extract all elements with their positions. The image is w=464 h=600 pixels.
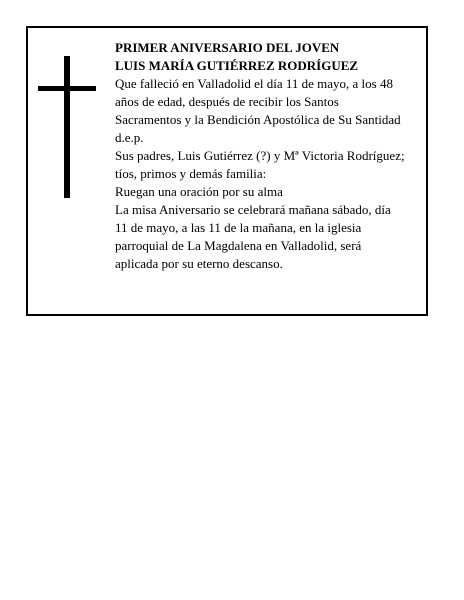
notice-body-line-2: años de edad, después de recibir los Santos xyxy=(115,94,339,109)
obituary-notice xyxy=(26,26,428,316)
cross-icon xyxy=(38,56,98,198)
notice-body-line-4: d.e.p. xyxy=(115,130,144,145)
cross-horizontal-bar xyxy=(38,86,96,91)
notice-title-line-2: LUIS MARÍA GUTIÉRREZ RODRÍGUEZ xyxy=(115,58,359,73)
notice-body-line-5: Sus padres, Luis Gutiérrez (?) y Mª Victoria Rodríguez; xyxy=(115,148,405,163)
notice-body-line-7: Ruegan una oración por su alma xyxy=(115,184,283,199)
notice-body-line-3: Sacramentos y la Bendición Apostólica de Su Santidad xyxy=(115,112,401,127)
cross-vertical-bar xyxy=(64,56,70,198)
notice-body-line-8: La misa Aniversario se celebrará mañana sábado, día xyxy=(115,202,391,217)
notice-text xyxy=(115,39,425,273)
notice-body-line-9: 11 de mayo, a las 11 de la mañana, en la iglesia xyxy=(115,220,362,235)
notice-title-line-1: PRIMER ANIVERSARIO DEL JOVEN xyxy=(115,40,340,55)
notice-body-line-1: Que falleció en Valladolid el día 11 de mayo, a los 48 xyxy=(115,76,393,91)
notice-body-line-10: parroquial de La Magdalena en Valladolid, será xyxy=(115,238,362,253)
notice-body-line-6: tíos, primos y demás familia: xyxy=(115,166,267,181)
notice-body-line-11: aplicada por su eterno descanso. xyxy=(115,256,283,271)
